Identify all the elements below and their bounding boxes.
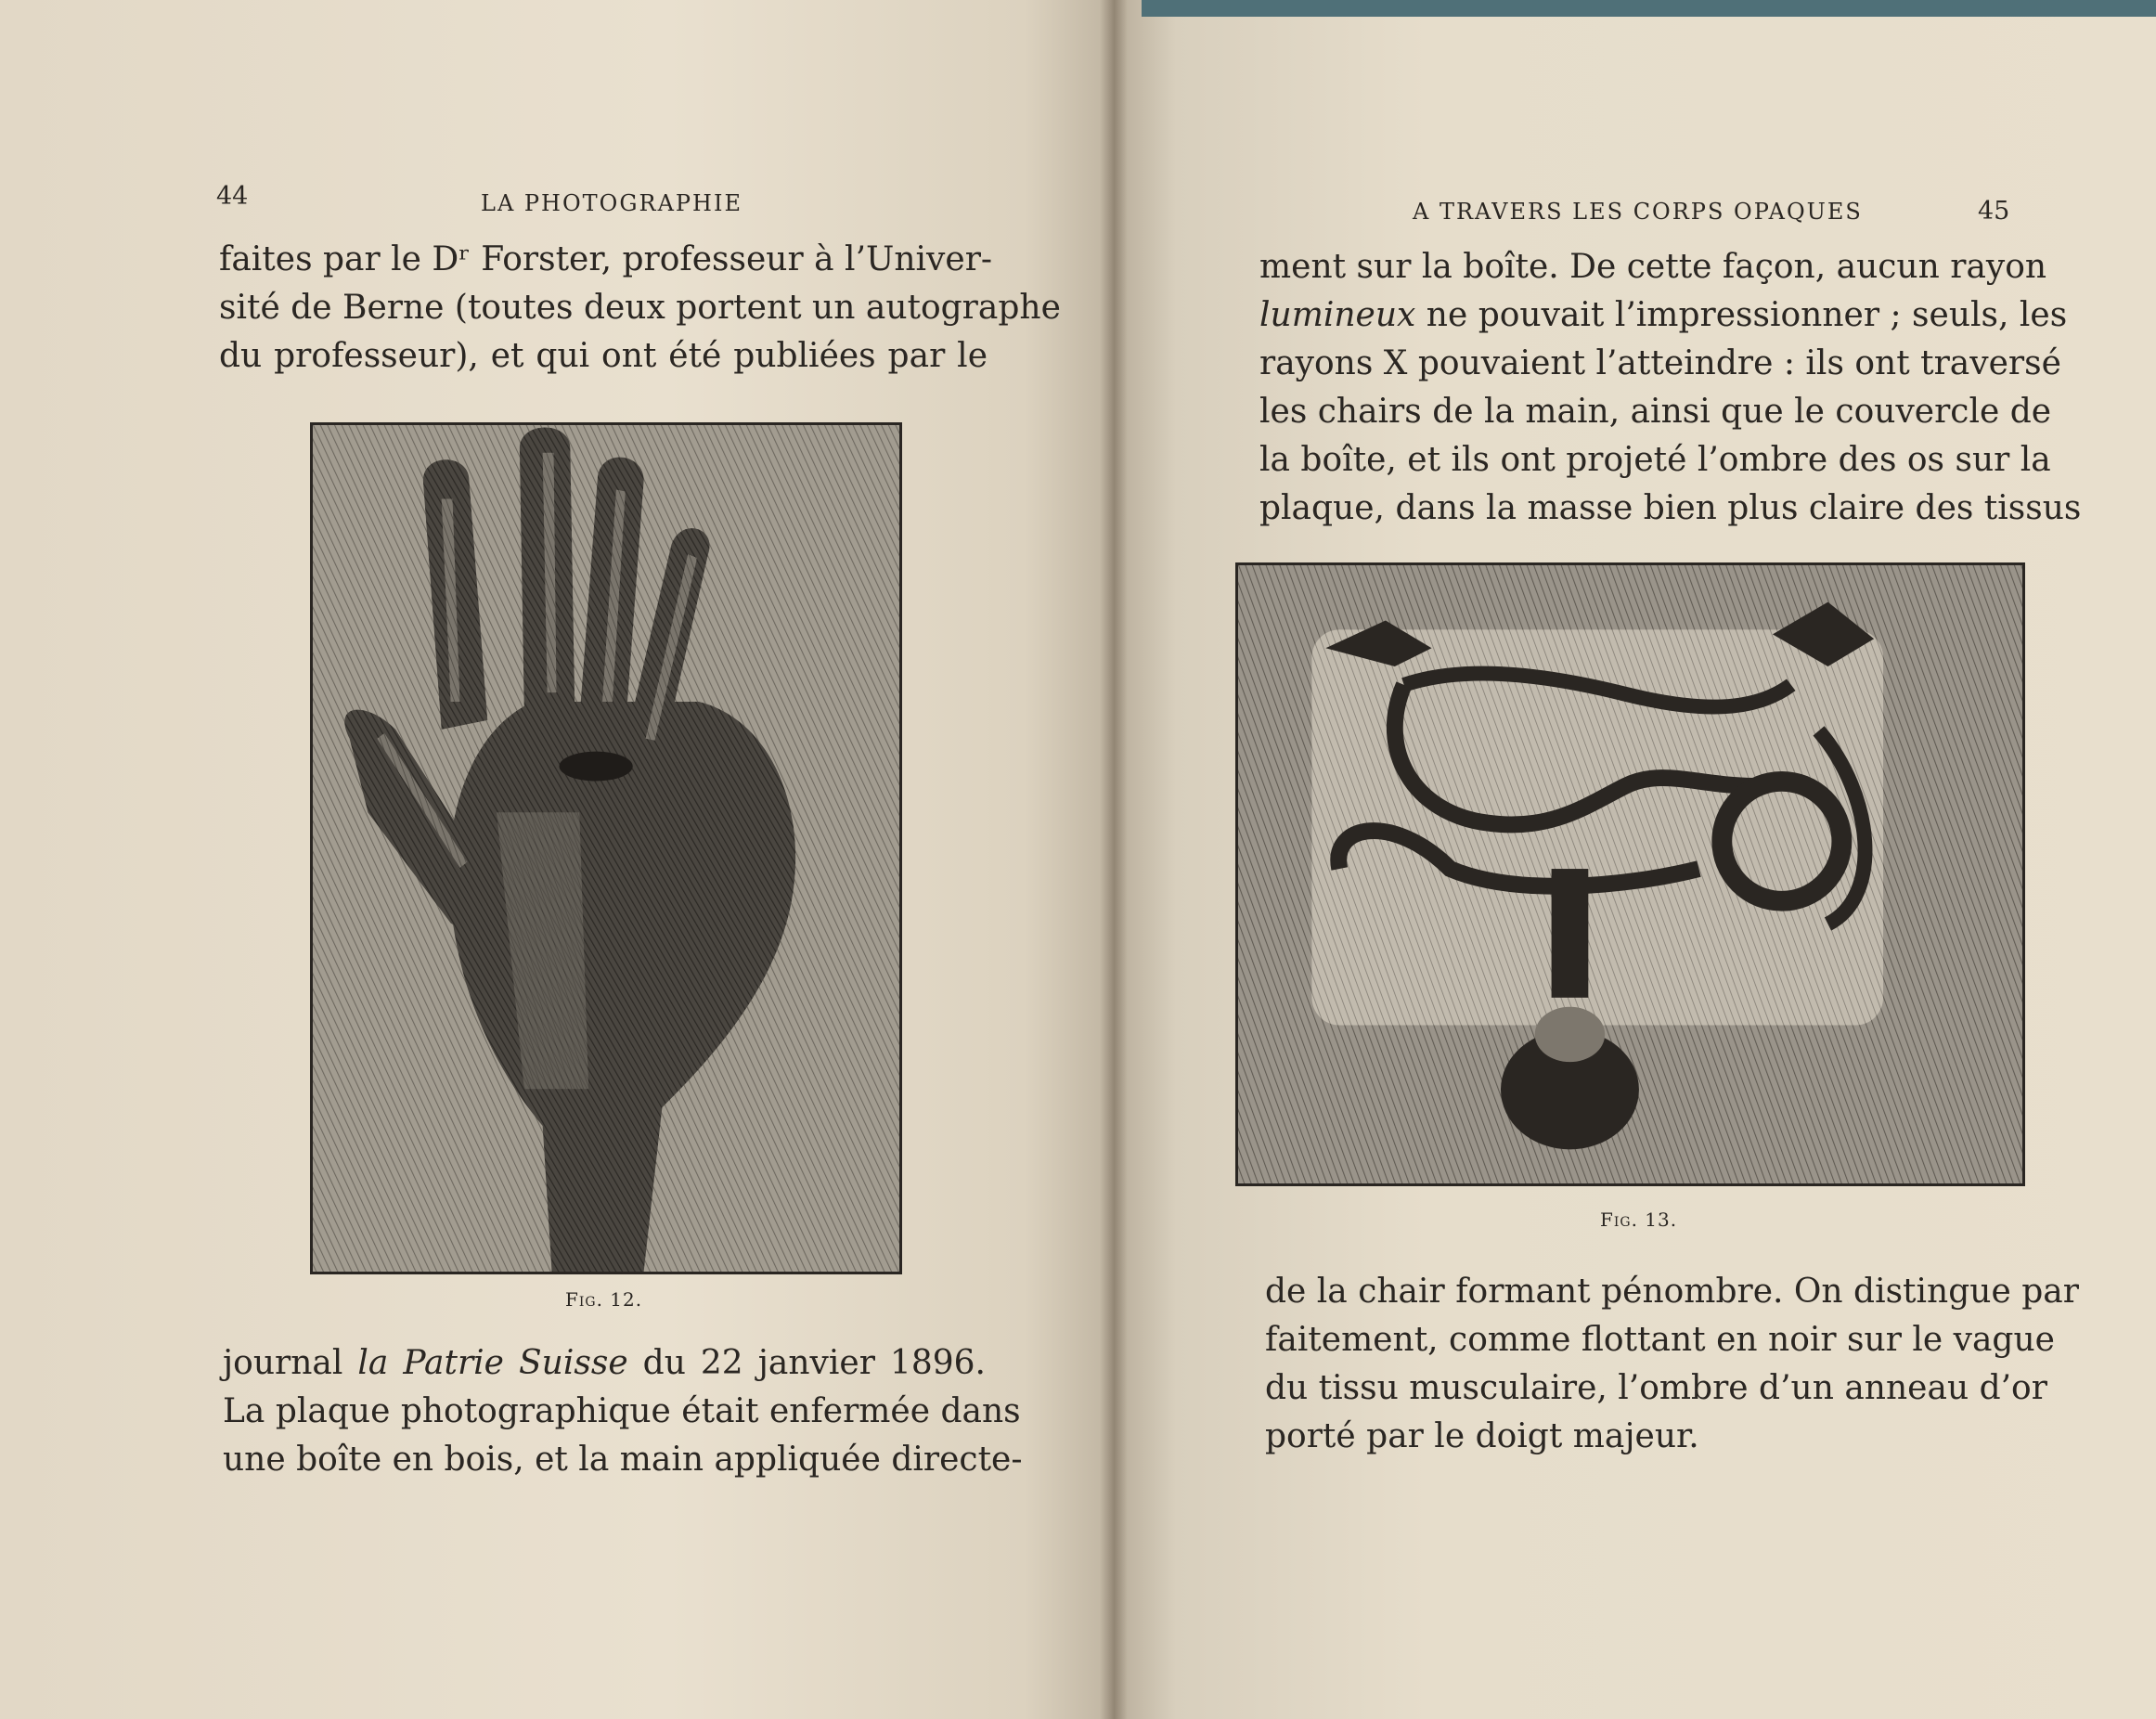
text-line: du tissu musculaire, l’ombre d’un anneau d’or <box>1265 1369 2047 1407</box>
text-run: ne pouvait l’impressionner ; seuls, les <box>1415 296 2068 334</box>
hand-xray-illustration <box>313 425 899 1272</box>
text-line: rayons X pouvaient l’atteindre : ils ont traversé <box>1259 344 2061 382</box>
chain-padlock-illustration <box>1238 565 2022 1183</box>
text-line: La plaque photographique était enfermée dans <box>223 1392 1021 1430</box>
text-line: une boîte en bois, et la main appliquée directe- <box>223 1441 1023 1479</box>
text-line: porté par le doigt majeur. <box>1265 1417 1699 1455</box>
left-text-top <box>219 236 1061 381</box>
text-line: de la chair formant pénombre. On distingue par <box>1265 1273 2079 1311</box>
figure-caption-13: Fig. 13. <box>1600 1208 1678 1231</box>
running-head-left: LA PHOTOGRAPHIE <box>481 190 742 216</box>
text-run: journal <box>223 1344 358 1382</box>
text-line: ment sur la boîte. De cette façon, aucun rayon <box>1259 248 2047 286</box>
text-line: plaque, dans la masse bien plus claire des tissus <box>1259 489 2082 527</box>
text-line <box>1259 291 2068 340</box>
text-line <box>223 1339 986 1388</box>
left-text-bottom <box>223 1339 1023 1484</box>
running-head-right: A TRAVERS LES CORPS OPAQUES <box>1413 199 1863 225</box>
book-gutter <box>1100 0 1128 1719</box>
text-line: faitement, comme flottant en noir sur le vague <box>1265 1321 2055 1359</box>
right-text-bottom <box>1265 1268 2079 1461</box>
text-line: les chairs de la main, ainsi que le couvercle de <box>1259 393 2052 431</box>
italic-word: lumineux <box>1259 296 1416 334</box>
newspaper-title: la Patrie Suisse <box>357 1344 628 1382</box>
right-page <box>1114 0 2156 1719</box>
figure-chain-xray <box>1235 562 2025 1186</box>
text-line: sité de Berne (toutes deux portent un autographe <box>219 289 1061 327</box>
figure-hand-xray <box>310 422 902 1274</box>
text-line: du professeur), et qui ont été publiées par le <box>219 337 988 375</box>
page-number-left: 44 <box>216 182 249 211</box>
text-line: la boîte, et ils ont projeté l’ombre des os sur la <box>1259 441 2051 479</box>
text-run: du 22 janvier 1896. <box>627 1344 986 1382</box>
figure-caption-12: Fig. 12. <box>565 1288 643 1311</box>
page-number-right: 45 <box>1978 197 2010 226</box>
right-text-top <box>1259 243 2082 533</box>
text-line: faites par le Dʳ Forster, professeur à l’Univer- <box>219 240 993 278</box>
cover-edge-strip <box>1142 0 2156 17</box>
